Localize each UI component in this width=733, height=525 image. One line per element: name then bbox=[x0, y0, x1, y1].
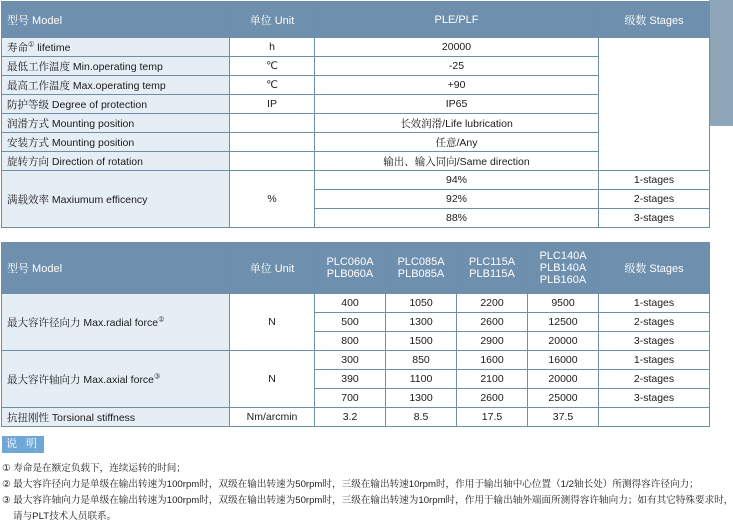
row-value: +90 bbox=[315, 76, 599, 95]
row-unit: ℃ bbox=[230, 76, 315, 95]
row-value: -25 bbox=[315, 57, 599, 76]
radial-value: 9500 bbox=[528, 294, 599, 313]
header-model: 型号 Model bbox=[2, 2, 230, 38]
header-model: 型号 Model bbox=[2, 243, 230, 294]
efficiency-stage: 3-stages bbox=[599, 209, 710, 228]
torsional-stage-empty bbox=[599, 408, 710, 427]
row-label-mounting: 安装方式 Mounting position bbox=[2, 133, 230, 152]
radial-value: 1300 bbox=[386, 313, 457, 332]
row-label-lifetime: 寿命① lifetime bbox=[2, 38, 230, 57]
header-stages: 级数 Stages bbox=[599, 243, 710, 294]
header-unit: 单位 Unit bbox=[230, 243, 315, 294]
torsional-unit: Nm/arcmin bbox=[230, 408, 315, 427]
torsional-value: 8.5 bbox=[386, 408, 457, 427]
axial-value: 390 bbox=[315, 370, 386, 389]
axial-value: 2600 bbox=[457, 389, 528, 408]
row-unit bbox=[230, 114, 315, 133]
axial-value: 1600 bbox=[457, 351, 528, 370]
axial-stage: 3-stages bbox=[599, 389, 710, 408]
header-model-2: PLC085A PLB085A bbox=[386, 243, 457, 294]
row-label-max-temp: 最高工作温度 Max.operating temp bbox=[2, 76, 230, 95]
row-unit bbox=[230, 152, 315, 171]
radial-value: 800 bbox=[315, 332, 386, 351]
axial-value: 700 bbox=[315, 389, 386, 408]
efficiency-value: 88% bbox=[315, 209, 599, 228]
header-stages: 级数 Stages bbox=[599, 2, 710, 38]
row-unit bbox=[230, 133, 315, 152]
radial-value: 1500 bbox=[386, 332, 457, 351]
notes-list bbox=[2, 461, 733, 525]
efficiency-value: 94% bbox=[315, 171, 599, 190]
header-unit: 单位 Unit bbox=[230, 2, 315, 38]
header-model-4: PLC140A PLB140A PLB160A bbox=[528, 243, 599, 294]
axial-value: 25000 bbox=[528, 389, 599, 408]
row-label-protection: 防护等级 Degree of protection bbox=[2, 95, 230, 114]
radial-stage: 3-stages bbox=[599, 332, 710, 351]
axial-value: 2100 bbox=[457, 370, 528, 389]
stages-empty-cell bbox=[599, 38, 710, 171]
row-value: 输出、输入同向/Same direction bbox=[315, 152, 599, 171]
row-value: 20000 bbox=[315, 38, 599, 57]
row-value: IP65 bbox=[315, 95, 599, 114]
radial-value: 2200 bbox=[457, 294, 528, 313]
spec-table-general bbox=[1, 1, 710, 228]
row-unit: h bbox=[230, 38, 315, 57]
axial-stage: 2-stages bbox=[599, 370, 710, 389]
side-accent-strip bbox=[709, 0, 733, 126]
spec-table-forces bbox=[1, 242, 710, 427]
note-item: ① 寿命是在额定负载下，连续运转的时间； bbox=[2, 463, 186, 474]
header-model-1: PLC060A PLB060A bbox=[315, 243, 386, 294]
radial-value: 12500 bbox=[528, 313, 599, 332]
axial-value: 300 bbox=[315, 351, 386, 370]
axial-value: 16000 bbox=[528, 351, 599, 370]
row-label-min-temp: 最低工作温度 Min.operating temp bbox=[2, 57, 230, 76]
notes-title-badge: 说 明 bbox=[2, 436, 44, 453]
efficiency-stage: 1-stages bbox=[599, 171, 710, 190]
note-item: ② 最大容许径向力是单级在输出转速为100rpm时，双级在输出转速为50rpm时，三级在输出转速10rpm时，作用于输出轴中心位置（1/2轴长处）所测得容许径向力； bbox=[2, 479, 699, 490]
radial-value: 1050 bbox=[386, 294, 457, 313]
row-label-axial: 最大容许轴向力 Max.axial force③ bbox=[2, 351, 230, 408]
axial-unit: N bbox=[230, 351, 315, 408]
note-item: ③ 最大容许轴向力是单级在输出转速为100rpm时，双级在输出转速为50rpm时，三级在输出转速为10rpm时，作用于输出轴外端面所测得容许轴向力；如有其它特殊要求时， bbox=[2, 495, 733, 506]
radial-stage: 2-stages bbox=[599, 313, 710, 332]
efficiency-value: 92% bbox=[315, 190, 599, 209]
efficiency-unit: % bbox=[230, 171, 315, 228]
note-continuation: 请与PLT技术人员联系。 bbox=[13, 511, 117, 522]
torsional-value: 17.5 bbox=[457, 408, 528, 427]
row-label-lubrication: 润滑方式 Mounting position bbox=[2, 114, 230, 133]
axial-value: 1300 bbox=[386, 389, 457, 408]
row-label-rotation: 旋转方向 Direction of rotation bbox=[2, 152, 230, 171]
row-unit: IP bbox=[230, 95, 315, 114]
row-unit: ℃ bbox=[230, 57, 315, 76]
row-value: 任意/Any bbox=[315, 133, 599, 152]
axial-value: 850 bbox=[386, 351, 457, 370]
torsional-value: 3.2 bbox=[315, 408, 386, 427]
radial-value: 20000 bbox=[528, 332, 599, 351]
row-label-radial: 最大容许径向力 Max.radial force② bbox=[2, 294, 230, 351]
radial-value: 500 bbox=[315, 313, 386, 332]
header-model-3: PLC115A PLB115A bbox=[457, 243, 528, 294]
radial-unit: N bbox=[230, 294, 315, 351]
radial-value: 2600 bbox=[457, 313, 528, 332]
row-value: 长效润滑/Life lubrication bbox=[315, 114, 599, 133]
axial-stage: 1-stages bbox=[599, 351, 710, 370]
row-label-efficiency: 满载效率 Maxiumum efficency bbox=[2, 171, 230, 228]
axial-value: 1100 bbox=[386, 370, 457, 389]
radial-value: 400 bbox=[315, 294, 386, 313]
radial-value: 2900 bbox=[457, 332, 528, 351]
header-series: PLE/PLF bbox=[315, 2, 599, 38]
efficiency-stage: 2-stages bbox=[599, 190, 710, 209]
torsional-value: 37.5 bbox=[528, 408, 599, 427]
axial-value: 20000 bbox=[528, 370, 599, 389]
radial-stage: 1-stages bbox=[599, 294, 710, 313]
row-label-torsional: 抗扭刚性 Torsional stiffness bbox=[2, 408, 230, 427]
